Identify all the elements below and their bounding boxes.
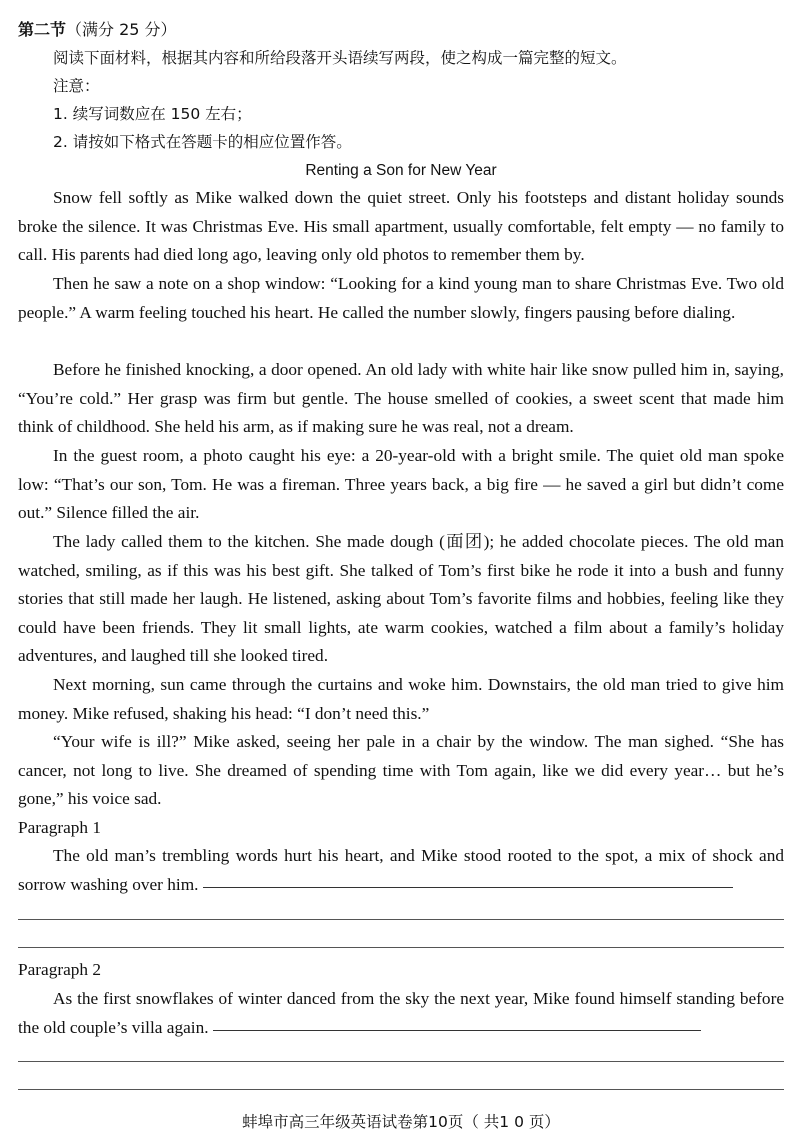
answer-line[interactable]	[18, 947, 784, 948]
page-footer: 蚌埠市高三年级英语试卷第10页（ 共1 0 页）	[242, 1113, 560, 1131]
story-paragraph: In the guest room, a photo caught his eye: a 20-year-old with a bright smile. The quiet old man spoke low: “That’s our son, Tom. He was a fireman. Three years back, a big fire — he saved a girl but didn’t come out.” Silence filled the air.	[18, 446, 784, 522]
section-label: 第二节	[18, 20, 67, 39]
answer-blank[interactable]	[213, 1029, 701, 1031]
story-paragraph: Before he finished knocking, a door opened. An old lady with white hair like snow pulled him in, saying, “You’re cold.” Her grasp was firm but gentle. The house smelled of cookies, a sweet scent that made him think of childhood. She held his arm, as if making sure he was real, not a dream.	[18, 360, 784, 436]
section-score: （满分 25 分）	[66, 20, 177, 39]
note-answer-format: 2. 请按如下格式在答题卡的相应位置作答。	[53, 133, 352, 151]
note-label: 注意：	[53, 77, 100, 95]
answer-blank[interactable]	[203, 886, 733, 888]
paragraph-1-opening	[18, 842, 784, 899]
paragraph-1-opening-text: The old man’s trembling words hurt his heart, and Mike stood rooted to the spot, a mix of shock and sorrow washing over him.	[18, 846, 784, 894]
paragraph-2-opening-text: As the first snowflakes of winter danced from the sky the next year, Mike found himself standing before the old couple’s villa again.	[18, 989, 784, 1037]
story-title: Renting a Son for New Year	[305, 162, 497, 179]
story-paragraph: Then he saw a note on a shop window: “Looking for a kind young man to share Christmas Eve. Two old people.” A warm feeling touched his heart. He called the number slowly, fingers pausing before dialing.	[18, 274, 784, 322]
answer-line[interactable]	[18, 919, 784, 920]
paragraph-2-opening	[18, 985, 784, 1042]
answer-line[interactable]	[18, 1089, 784, 1090]
note-word-count: 1. 续写词数应在 150 左右；	[53, 105, 252, 123]
story-paragraph: Next morning, sun came through the curtains and woke him. Downstairs, the old man tried to give him money. Mike refused, shaking his head: “I don’t need this.”	[18, 675, 784, 723]
answer-line[interactable]	[18, 1061, 784, 1062]
story-paragraph: Snow fell softly as Mike walked down the quiet street. Only his footsteps and distant holiday sounds broke the silence. It was Christmas Eve. His small apartment, usually comfortable, felt empty — no family to call. His parents had died long ago, leaving only old photos to remember them by.	[18, 188, 784, 264]
task-instruction: 阅读下面材料，根据其内容和所给段落开头语续写两段，使之构成一篇完整的短文。	[53, 49, 627, 67]
story-paragraph: “Your wife is ill?” Mike asked, seeing her pale in a chair by the window. The man sighed. “She has cancer, not long to live. She dreamed of spending time with Tom again, like we did every year… but he’s gone,” his voice sad.	[18, 732, 784, 808]
paragraph-2-label: Paragraph 2	[18, 960, 102, 979]
story-paragraph: The lady called them to the kitchen. She made dough (面团); he added chocolate pieces. The old man watched, smiling, as if this was his best gift. She talked of Tom’s first bike he rode it into a bush and funny stories that still made her laugh. He listened, asking about Tom’s favorite films and hobbies, feeling like they could have been friends. They lit small lights, ate warm cookies, watched a film about a family’s holiday adventures, and laughed till she looked tired.	[18, 532, 784, 665]
section-heading	[18, 16, 177, 44]
paragraph-1-label: Paragraph 1	[18, 818, 102, 837]
